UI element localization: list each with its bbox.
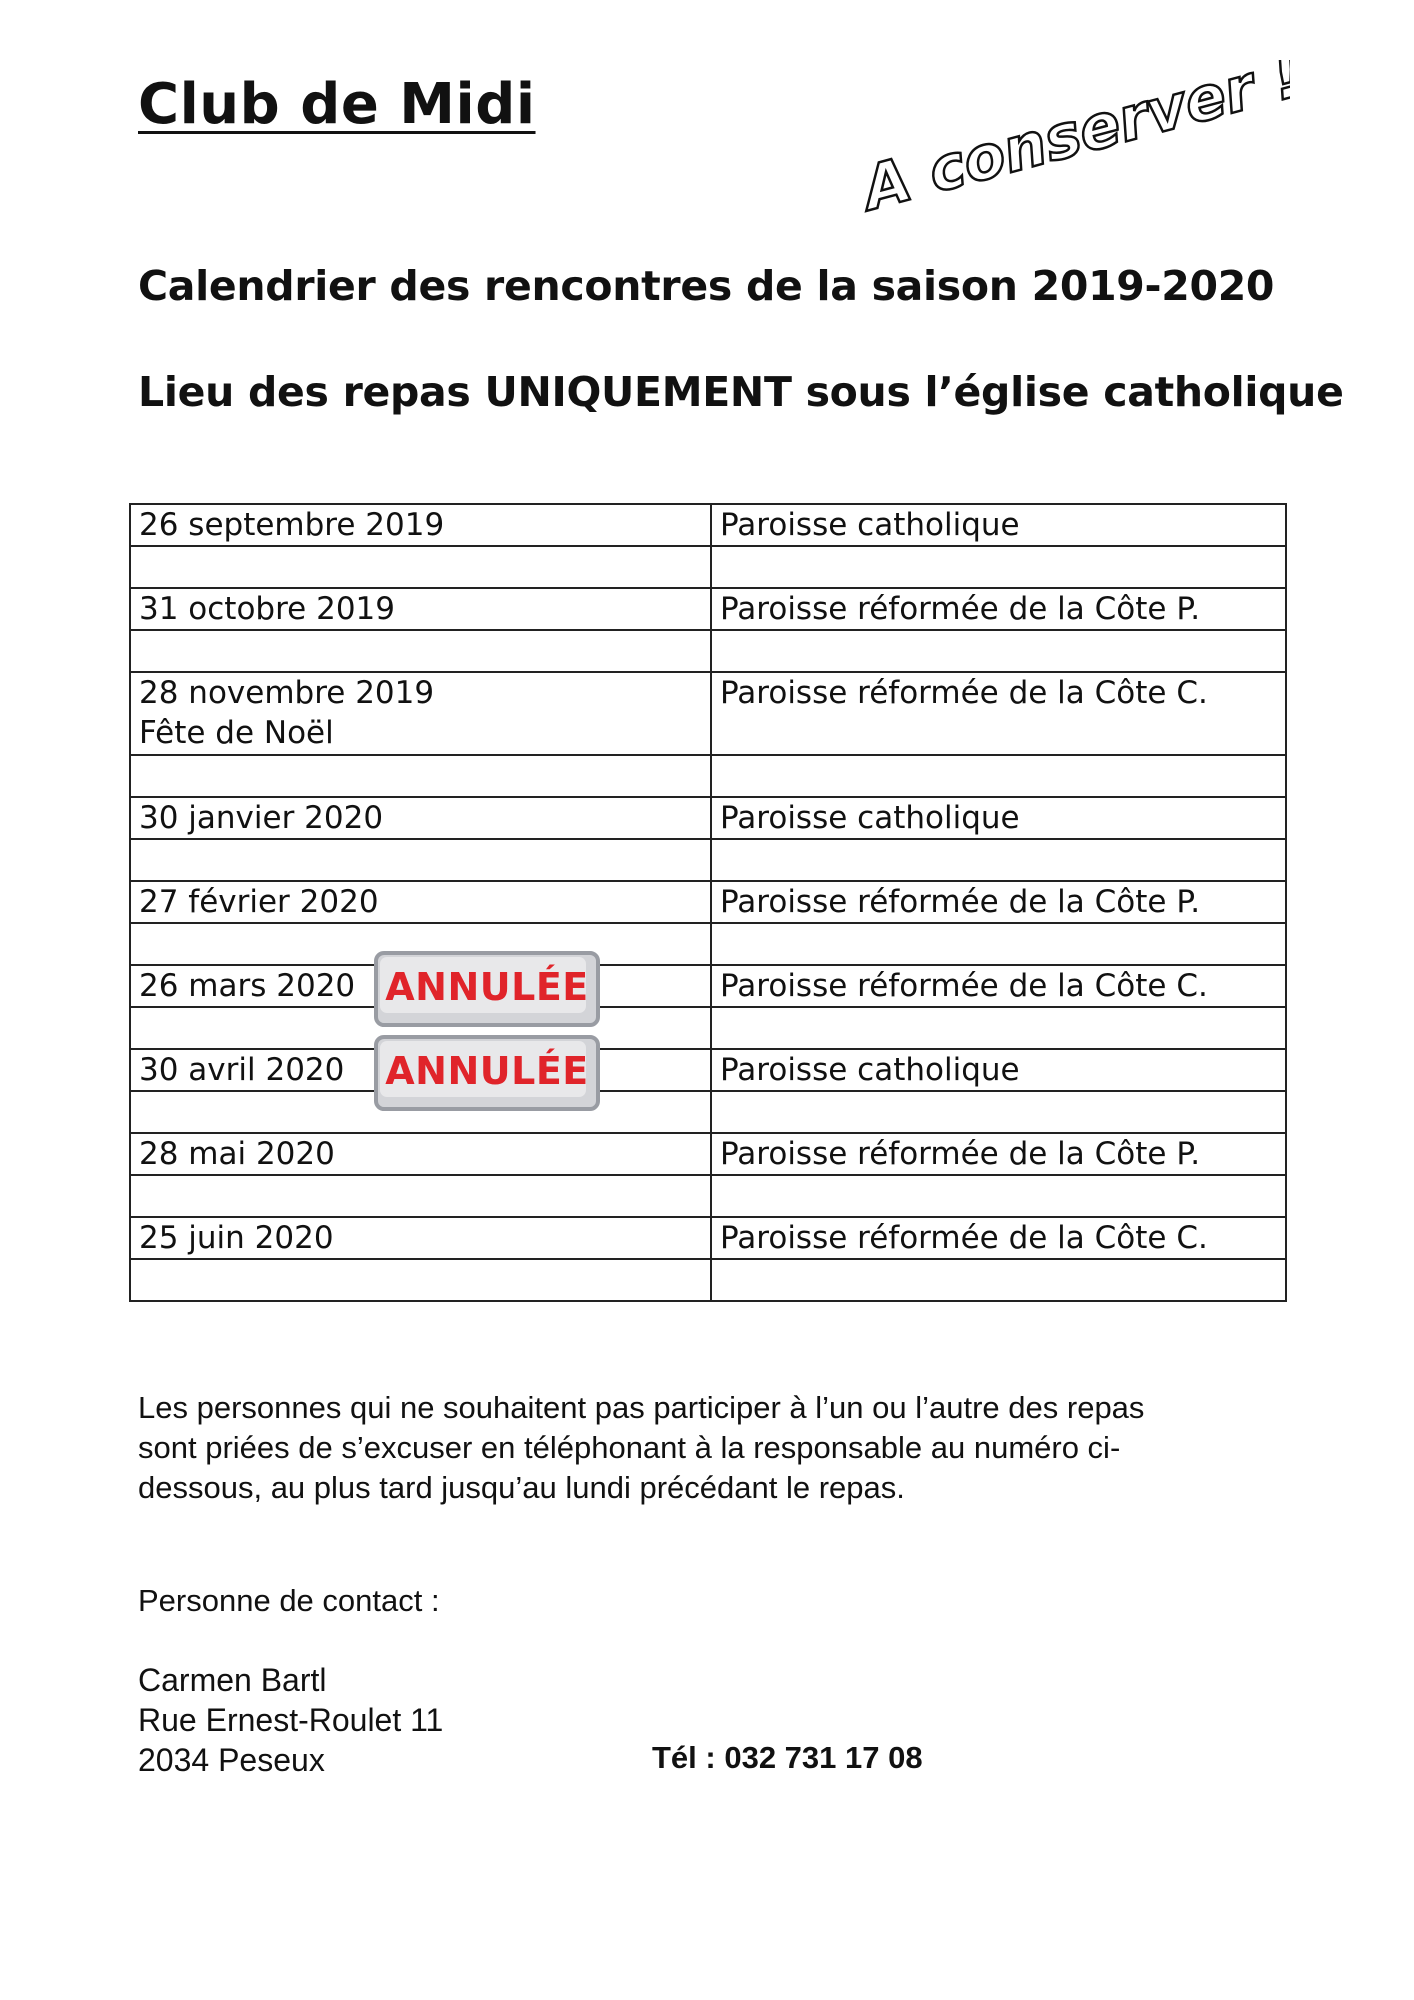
spacer-row bbox=[130, 630, 1286, 672]
annulee-label: ANNULÉE bbox=[385, 1049, 589, 1093]
date-cell bbox=[130, 1217, 711, 1259]
schedule-row bbox=[130, 881, 1286, 923]
date-cell bbox=[130, 1049, 711, 1091]
date-cell bbox=[130, 588, 711, 630]
meeting-date: 30 avril 2020 bbox=[139, 1052, 345, 1088]
meeting-date: 28 novembre 2019 bbox=[139, 675, 435, 711]
meeting-date: 31 octobre 2019 bbox=[139, 591, 395, 627]
place-cell: Paroisse catholique bbox=[711, 504, 1286, 546]
empty-cell bbox=[711, 839, 1286, 881]
meeting-date: 26 septembre 2019 bbox=[139, 507, 445, 543]
schedule-row bbox=[130, 1049, 1286, 1091]
annulee-label: ANNULÉE bbox=[385, 965, 589, 1009]
contact-city: 2034 Peseux bbox=[138, 1742, 325, 1778]
empty-cell bbox=[711, 1175, 1286, 1217]
contact-street: Rue Ernest-Roulet 11 bbox=[138, 1702, 444, 1738]
place-cell: Paroisse catholique bbox=[711, 797, 1286, 839]
meeting-date: 30 janvier 2020 bbox=[139, 800, 384, 836]
contact-phone: Tél : 032 731 17 08 bbox=[652, 1740, 923, 1775]
annulee-stamp bbox=[374, 951, 600, 1027]
schedule-row bbox=[130, 504, 1286, 546]
spacer-row bbox=[130, 755, 1286, 797]
schedule-row bbox=[130, 1133, 1286, 1175]
paragraph-line: sont priées de s’excuser en téléphonant à la responsable au numéro ci- bbox=[138, 1430, 1121, 1465]
date-cell bbox=[130, 504, 711, 546]
schedule-row bbox=[130, 1217, 1286, 1259]
spacer-row bbox=[130, 546, 1286, 588]
empty-cell bbox=[711, 755, 1286, 797]
place-cell: Paroisse réformée de la Côte P. bbox=[711, 1133, 1286, 1175]
a-conserver-stamp bbox=[860, 60, 1290, 240]
meeting-date: 26 mars 2020 bbox=[139, 968, 356, 1004]
schedule-row bbox=[130, 672, 1286, 755]
a-conserver-text: A conserver ! bbox=[860, 60, 1290, 225]
schedule-row bbox=[130, 965, 1286, 1007]
empty-cell bbox=[130, 839, 711, 881]
meeting-date: 27 février 2020 bbox=[139, 884, 379, 920]
place-cell: Paroisse réformée de la Côte P. bbox=[711, 588, 1286, 630]
empty-cell bbox=[711, 1007, 1286, 1049]
empty-cell bbox=[711, 546, 1286, 588]
empty-cell bbox=[130, 546, 711, 588]
date-cell bbox=[130, 1133, 711, 1175]
empty-cell bbox=[711, 1259, 1286, 1301]
contact-name: Carmen Bartl bbox=[138, 1662, 327, 1698]
date-cell bbox=[130, 881, 711, 923]
empty-cell bbox=[130, 630, 711, 672]
contact-label: Personne de contact : bbox=[138, 1583, 440, 1618]
place-cell: Paroisse réformée de la Côte C. bbox=[711, 1217, 1286, 1259]
place-cell: Paroisse réformée de la Côte P. bbox=[711, 881, 1286, 923]
schedule-table bbox=[129, 503, 1287, 1302]
date-cell bbox=[130, 672, 711, 755]
empty-cell bbox=[711, 923, 1286, 965]
date-cell bbox=[130, 797, 711, 839]
empty-cell bbox=[130, 1175, 711, 1217]
spacer-row bbox=[130, 1091, 1286, 1133]
calendar-heading: Calendrier des rencontres de la saison 2019-2020 bbox=[138, 262, 1275, 310]
empty-cell bbox=[711, 1091, 1286, 1133]
spacer-row bbox=[130, 923, 1286, 965]
meeting-note: Fête de Noël bbox=[139, 715, 334, 751]
a-conserver-stamp-graphic bbox=[860, 60, 1290, 240]
excuse-paragraph bbox=[138, 1388, 1288, 1508]
annulee-stamp bbox=[374, 1035, 600, 1111]
paragraph-line: Les personnes qui ne souhaitent pas participer à l’un ou l’autre des repas bbox=[138, 1390, 1145, 1425]
spacer-row bbox=[130, 839, 1286, 881]
place-cell: Paroisse réformée de la Côte C. bbox=[711, 965, 1286, 1007]
spacer-row bbox=[130, 1007, 1286, 1049]
contact-address bbox=[138, 1660, 443, 1780]
date-cell bbox=[130, 965, 711, 1007]
paragraph-line: dessous, au plus tard jusqu’au lundi précédant le repas. bbox=[138, 1470, 905, 1505]
location-heading: Lieu des repas UNIQUEMENT sous l’église catholique bbox=[138, 368, 1344, 416]
place-cell: Paroisse réformée de la Côte C. bbox=[711, 672, 1286, 755]
empty-cell bbox=[130, 755, 711, 797]
club-title: Club de Midi bbox=[138, 72, 536, 137]
schedule-row bbox=[130, 588, 1286, 630]
meeting-date: 25 juin 2020 bbox=[139, 1220, 334, 1256]
schedule-row bbox=[130, 797, 1286, 839]
empty-cell bbox=[711, 630, 1286, 672]
empty-cell bbox=[130, 1259, 711, 1301]
place-cell: Paroisse catholique bbox=[711, 1049, 1286, 1091]
spacer-row bbox=[130, 1175, 1286, 1217]
spacer-row bbox=[130, 1259, 1286, 1301]
meeting-date: 28 mai 2020 bbox=[139, 1136, 335, 1172]
